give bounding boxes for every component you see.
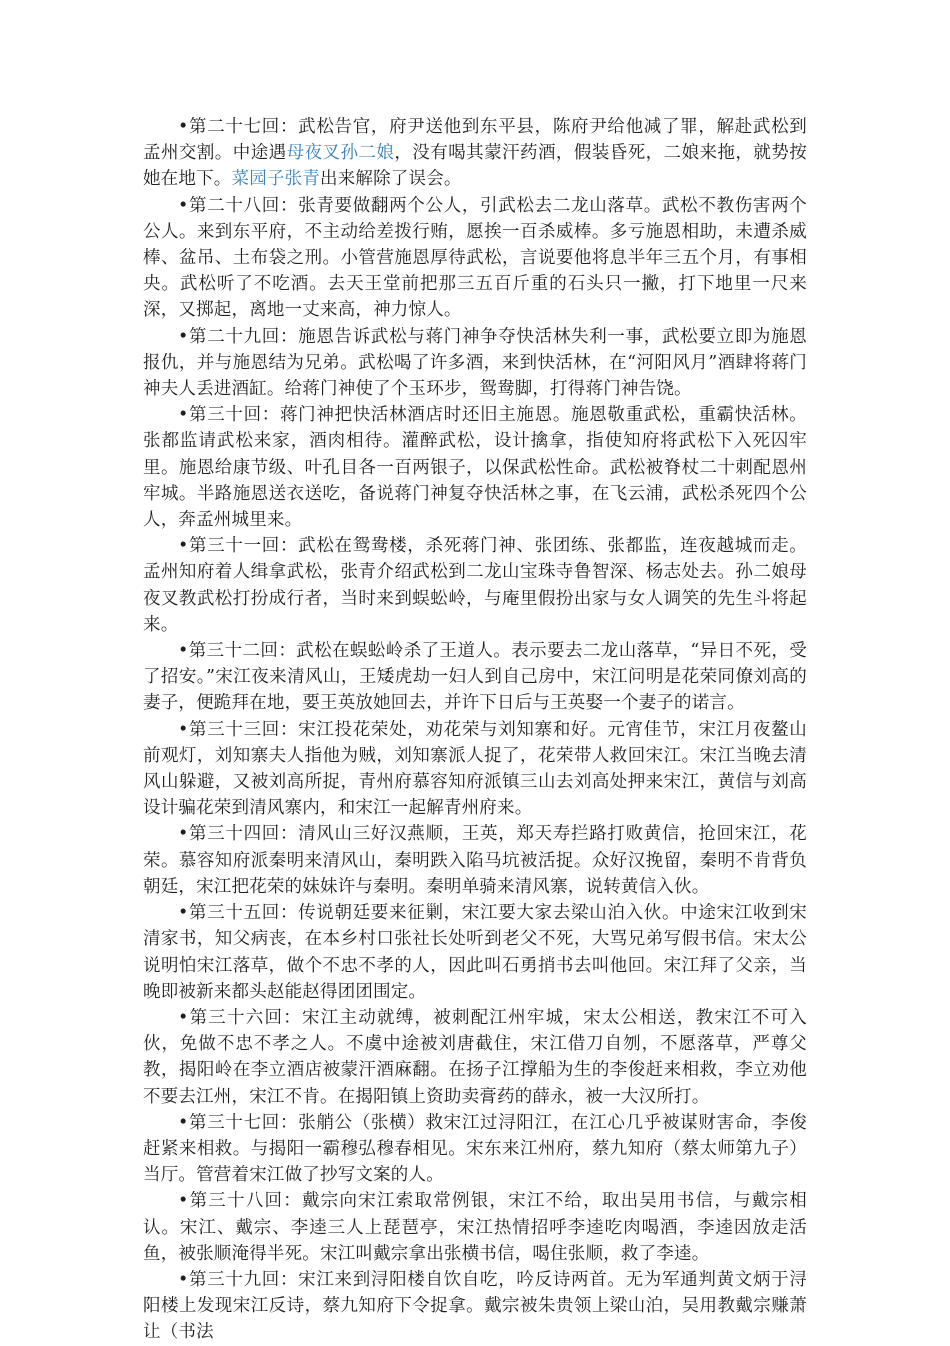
chapter-summary-paragraph bbox=[143, 821, 807, 900]
chapter-summary-paragraph bbox=[143, 533, 807, 638]
paragraph-text: •第三十七回：张艄公（张横）救宋江过浔阳江，在江心几乎被谋财害命，李俊赶紧来相救。与揭阳一霸穆弘穆春相见。宋东来江州府，蔡九知府（蔡太师第九子）当厅。管营着宋江做了抄写文案的人。 bbox=[143, 1112, 807, 1186]
paragraph-text: •第三十六回：宋江主动就缚，被刺配江州牢城，宋太公相送，教宋江不可入伙，免做不忠不孝之人。不虞中途被刘唐截住，宋江借刀自刎，不愿落草，严尊父教，揭阳岭在李立酒店被蒙汗酒麻翻。在扬子江撑船为生的李俊赶来相救，李立劝他不要去江州，宋江不肯。在揭阳镇上资助卖膏药的薛永，被一大汉所打。 bbox=[143, 1007, 807, 1107]
paragraph-text: ，没有喝其蒙汗药酒，假装昏死，二娘来拖，就势按她在地下。 bbox=[143, 143, 807, 190]
chapter-summary-paragraph bbox=[143, 900, 807, 1005]
chapter-summary-paragraph bbox=[143, 1188, 807, 1267]
paragraph-text: •第二十七回：武松告官，府尹送他到东平县，陈府尹给他减了罪，解赴武松到孟州交割。中途遇 bbox=[143, 117, 807, 164]
chapter-summary-paragraph bbox=[143, 1005, 807, 1110]
paragraph-text: •第三十一回：武松在鸳鸯楼，杀死蒋门神、张团练、张都监，连夜越城而走。孟州知府着人缉拿武松，张青介绍武松到二龙山宝珠寺鲁智深、杨志处去。孙二娘母夜叉教武松打扮成行者，当时来到蜈蚣岭，与庵里假扮出家与女人调笑的先生斗将起来。 bbox=[143, 536, 807, 635]
chapter-summary-paragraph bbox=[143, 717, 807, 822]
paragraph-text: •第二十八回：张青要做翻两个公人，引武松去二龙山落草。武松不教伤害两个公人。来到东平府，不主动给差拨行贿，愿挨一百杀威棒。多亏施恩相助，未遭杀威棒、盆吊、土布袋之刑。小管营施恩厚待武松，言说要他将息半年三五个月，有事相央。武松听了不吃酒。去天王堂前把那三五百斤重的石头只一撇，打下地里一尺来深，又掷起，离地一丈来高，神力惊人。 bbox=[143, 195, 807, 321]
chapter-summary-paragraph bbox=[143, 1267, 807, 1346]
paragraph-text: •第三十五回：传说朝廷要来征剿，宋江要大家去梁山泊入伙。中途宋江收到宋清家书，知父病丧，在本乡村口张社长处听到老父不死，大骂兄弟写假书信。宋太公说明怕宋江落草，做个不忠不孝的人，因此叫石勇捎书去叫他回。宋江拜了父亲，当晚即被新来都头赵能赵得团团围定。 bbox=[143, 903, 807, 1002]
paragraph-text: •第三十九回：宋江来到浔阳楼自饮自吃，吟反诗两首。无为军通判黄文炳于浔阳楼上发现宋江反诗，蔡九知府下令捉拿。戴宗被朱贵领上梁山泊，吴用教戴宗赚萧让（书法 bbox=[143, 1269, 807, 1343]
document-body bbox=[143, 114, 807, 1346]
character-link[interactable]: 母夜叉孙二娘 bbox=[286, 143, 395, 164]
paragraph-text: •第三十二回：武松在蜈蚣岭杀了王道人。表示要去二龙山落草，“异日不死，受了招安。”宋江夜来清风山，王矮虎劫一妇人到自己房中，宋江问明是花荣同僚刘高的妻子，便跪拜在地，要王英放她回去，并许下日后与王英娶一个妻子的诺言。 bbox=[143, 641, 807, 714]
paragraph-text: •第三十三回：宋江投花荣处，劝花荣与刘知寨和好。元宵佳节，宋江月夜鳌山前观灯，刘知寨夫人指他为贼，刘知寨派人捉了，花荣带人救回宋江。宋江当晚去清风山躲避，又被刘高所捉，青州府慕容知府派镇三山去刘高处押来宋江，黄信与刘高设计骗花荣到清风寨内，和宋江一起解青州府来。 bbox=[143, 719, 807, 819]
paragraph-text: 出来解除了误会。 bbox=[320, 169, 462, 190]
chapter-summary-paragraph bbox=[143, 1110, 807, 1189]
paragraph-text: •第二十九回：施恩告诉武松与蒋门神争夺快活林失利一事，武松要立即为施恩报仇，并与施恩结为兄弟。武松喝了许多酒，来到快活林，在“河阳风月”酒肆将蒋门神夫人丢进酒缸。给蒋门神使了个玉环步，鸳鸯脚，打得蒋门神告饶。 bbox=[143, 326, 807, 400]
chapter-summary-paragraph bbox=[143, 638, 807, 717]
paragraph-text: •第三十回：蒋门神把快活林酒店时还旧主施恩。施恩敬重武松，重霸快活林。张都监请武松来家，酒肉相待。灌醉武松，设计擒拿，指使知府将武松下入死囚牢里。施恩给康节级、叶孔目各一百两银子，以保武松性命。武松被脊杖二十刺配恩州牢城。半路施恩送衣送吃，备说蒋门神复夺快活林之事，在飞云浦，武松杀死四个公人，奔孟州城里来。 bbox=[143, 405, 807, 531]
character-link[interactable]: 菜园子张青 bbox=[231, 169, 320, 190]
paragraph-text: •第三十八回：戴宗向宋江索取常例银，宋江不给，取出吴用书信，与戴宗相认。宋江、戴宗、李逵三人上琵琶亭，宋江热情招呼李逵吃肉喝酒，李逵因放走活鱼，被张顺淹得半死。宋江叫戴宗拿出张横书信，喝住张顺，救了李逵。 bbox=[143, 1191, 807, 1264]
chapter-summary-paragraph bbox=[143, 402, 807, 533]
chapter-summary-paragraph bbox=[143, 193, 807, 324]
chapter-summary-paragraph bbox=[143, 114, 807, 193]
chapter-summary-paragraph bbox=[143, 324, 807, 403]
paragraph-text: •第三十四回：清风山三好汉燕顺，王英，郑天寿拦路打败黄信，抢回宋江，花荣。慕容知府派秦明来清风山，秦明跌入陷马坑被活捉。众好汉挽留，秦明不肯背负朝廷，宋江把花荣的妹妹许与秦明。秦明单骑来清风寨，说转黄信入伙。 bbox=[143, 824, 807, 897]
